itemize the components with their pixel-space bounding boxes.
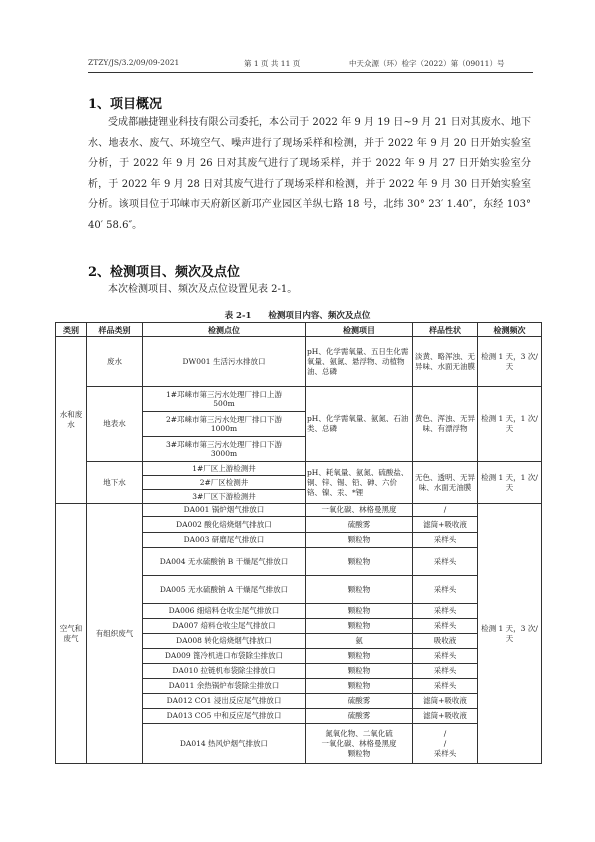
air-nature-8: 吸收液 — [413, 634, 478, 649]
air-items-4: 颗粒物 — [306, 548, 413, 576]
surface-point-3 — [143, 437, 306, 462]
air-category: 空气和废气 — [56, 504, 87, 764]
surface-type: 地表水 — [87, 387, 143, 462]
ground-point-3: 3#厂区下游检测井 — [143, 490, 306, 504]
table-header-row — [56, 323, 542, 337]
air-nature-2: 滤筒+吸收液 — [413, 517, 478, 533]
air-point-5: DA005 无水硫酸钠 A 干燥尾气排放口 — [143, 576, 306, 604]
wastewater-items: pH、化学需氧量、五日生化需氧量、氨氮、悬浮物、动植物油、总磷 — [306, 337, 413, 387]
section1-title: 1、项目概况 — [88, 97, 163, 112]
air-items-1: 一氧化碳、林格曼黑度 — [306, 504, 413, 517]
air-items-13: 硫酸雾 — [306, 709, 413, 724]
air-items-8: 氨 — [306, 634, 413, 649]
air-type: 有组织废气 — [87, 504, 143, 764]
air-nature-7: 采样头 — [413, 619, 478, 634]
surface-point-3-dist: 3000m — [210, 449, 238, 458]
header-rule — [88, 72, 533, 73]
surface-point-2 — [143, 412, 306, 437]
ground-items: pH、耗氧量、氨氮、硫酸盐、铜、锌、锡、铅、砷、六价铬、镍、汞、*锂 — [306, 462, 413, 504]
header-report-no: 中天众源（环）检字（2022）第（09011）号 — [349, 59, 505, 68]
wastewater-nature: 淡黄、略浑浊、无异味、水面无油膜 — [413, 337, 478, 387]
air-point-8: DA008 转化焙烧烟气排放口 — [143, 634, 306, 649]
air-point-14: DA014 热风炉烟气排放口 — [143, 724, 306, 764]
air-items-3: 颗粒物 — [306, 533, 413, 548]
header-frequency: 检测频次 — [478, 323, 542, 337]
air-nature-3: 采样头 — [413, 533, 478, 548]
air-nature-13: 滤筒+吸收液 — [413, 709, 478, 724]
section2-title: 2、检测项目、频次及点位 — [88, 265, 241, 280]
ground-point-2: 2#厂区检测井 — [143, 476, 306, 490]
air-items-2: 硫酸雾 — [306, 517, 413, 533]
air-nature-12: 滤筒+吸收液 — [413, 694, 478, 709]
header-page-info: 第 1 页 共 11 页 — [244, 59, 301, 68]
surface-point-3-name: 3#邛崃市第三污水处理厂排口下游 — [165, 440, 283, 449]
air-nature-10: 采样头 — [413, 664, 478, 679]
air-items-14-line3: 颗粒物 — [347, 748, 371, 758]
air-nature-5: 采样头 — [413, 576, 478, 604]
air-point-11: DA011 余热锅炉布袋除尘排放口 — [143, 679, 306, 694]
table-row — [56, 504, 542, 517]
surface-freq: 检测 1 天，1 次/天 — [478, 387, 542, 462]
air-nature-11: 采样头 — [413, 679, 478, 694]
ground-freq: 检测 1 天，1 次/天 — [478, 462, 542, 504]
air-point-4: DA004 无水硫酸钠 B 干燥尾气排放口 — [143, 548, 306, 576]
surface-items: pH、化学需氧量、氨氮、石油类、总磷 — [306, 387, 413, 462]
section2-intro — [88, 280, 531, 301]
air-point-9: DA009 篦冷机进口布袋除尘排放口 — [143, 649, 306, 664]
table-caption: 表 2-1 检测项目内容、频次及点位 — [224, 311, 371, 321]
air-freq: 检测 1 天，3 次/天 — [478, 504, 542, 764]
surface-point-2-name: 2#邛崃市第三污水处理厂排口下游 — [165, 415, 283, 424]
table-row — [56, 462, 542, 476]
air-point-10: DA010 拉链机布袋除尘排放口 — [143, 664, 306, 679]
air-nature-1: / — [413, 504, 478, 517]
wastewater-freq: 检测 1 天，3 次/天 — [478, 337, 542, 387]
air-point-7: DA007 焙料仓收尘尾气排放口 — [143, 619, 306, 634]
ground-point-1: 1#厂区上游检测井 — [143, 462, 306, 476]
air-point-3: DA003 研磨尾气排放口 — [143, 533, 306, 548]
air-nature-9: 采样头 — [413, 649, 478, 664]
ground-nature: 无色、透明、无异味、水面无油膜 — [413, 462, 478, 504]
header-category: 类别 — [56, 323, 87, 337]
air-nature-14 — [413, 724, 478, 764]
table-row — [56, 387, 542, 412]
air-nature-14-line3: 采样头 — [433, 748, 457, 758]
air-point-6: DA006 细焙料仓收尘尾气排放口 — [143, 604, 306, 619]
header-sample-type: 样品类别 — [87, 323, 143, 337]
air-nature-14-line1: / — [443, 728, 447, 738]
ground-type: 地下水 — [87, 462, 143, 504]
surface-point-1-dist: 500m — [213, 399, 235, 408]
header-point: 检测点位 — [143, 323, 306, 337]
air-point-2: DA002 酸化焙烧烟气排放口 — [143, 517, 306, 533]
air-items-7: 颗粒物 — [306, 619, 413, 634]
air-items-14 — [306, 724, 413, 764]
air-items-10: 颗粒物 — [306, 664, 413, 679]
surface-point-2-dist: 1000m — [210, 424, 238, 433]
air-nature-4: 采样头 — [413, 548, 478, 576]
wastewater-point: DW001 生活污水排放口 — [143, 337, 306, 387]
air-items-5: 颗粒物 — [306, 576, 413, 604]
air-point-12: DA012 CO1 浸出反应尾气排放口 — [143, 694, 306, 709]
section1-paragraph: 受成都融捷锂业科技有限公司委托，本公司于 2022 年 9 月 19 日~9 月 21 日对其废水、地下水、地表水、废气、环境空气、噪声进行了现场采样和检测，并于 2022 年 9 月 20 日开始实验室分析，于 2022 年 9 月 26 日对其废气进行了现场采样，并于 2022 年 9 月 27 日开始实验室分析，于 2022 年 9 月 28 日对其废气进行了现场采样和检测，并于 2022 年 9 月 30 日开始实验室分析。该项目位于邛崃市天府新区新邛产业园区羊纵七路 18 号，北纬 30° 23′ 1.40″，东经 103° 40′ 58.6″。 — [88, 117, 531, 231]
air-items-11: 颗粒物 — [306, 679, 413, 694]
air-items-14-line1: 氮氧化物、二氧化硫 — [325, 728, 393, 738]
header-nature: 样品性状 — [413, 323, 478, 337]
surface-point-1-name: 1#邛崃市第三污水处理厂排口上游 — [165, 390, 283, 399]
wastewater-type: 废水 — [87, 337, 143, 387]
detection-table — [55, 322, 542, 764]
table-row — [56, 337, 542, 387]
air-nature-6: 采样头 — [413, 604, 478, 619]
air-items-14-line2: 一氧化碳、林格曼黑度 — [321, 738, 397, 748]
air-items-6: 颗粒物 — [306, 604, 413, 619]
section1-body — [88, 113, 531, 236]
header-doc-code: ZTZY/JS/3.2/09/09-2021 — [88, 58, 180, 67]
air-point-13: DA013 CO5 中和反应尾气排放口 — [143, 709, 306, 724]
water-category: 水和废水 — [56, 337, 87, 504]
air-items-12: 硫酸雾 — [306, 694, 413, 709]
air-point-1: DA001 锅炉烟气排放口 — [143, 504, 306, 517]
surface-point-1 — [143, 387, 306, 412]
surface-nature: 黄色、浑浊、无异味、有漂浮物 — [413, 387, 478, 462]
section2-paragraph: 本次检测项目、频次及点位设置见表 2-1。 — [108, 284, 298, 295]
header-items: 检测项目 — [306, 323, 413, 337]
air-nature-14-line2: / — [443, 738, 447, 748]
air-items-9: 颗粒物 — [306, 649, 413, 664]
